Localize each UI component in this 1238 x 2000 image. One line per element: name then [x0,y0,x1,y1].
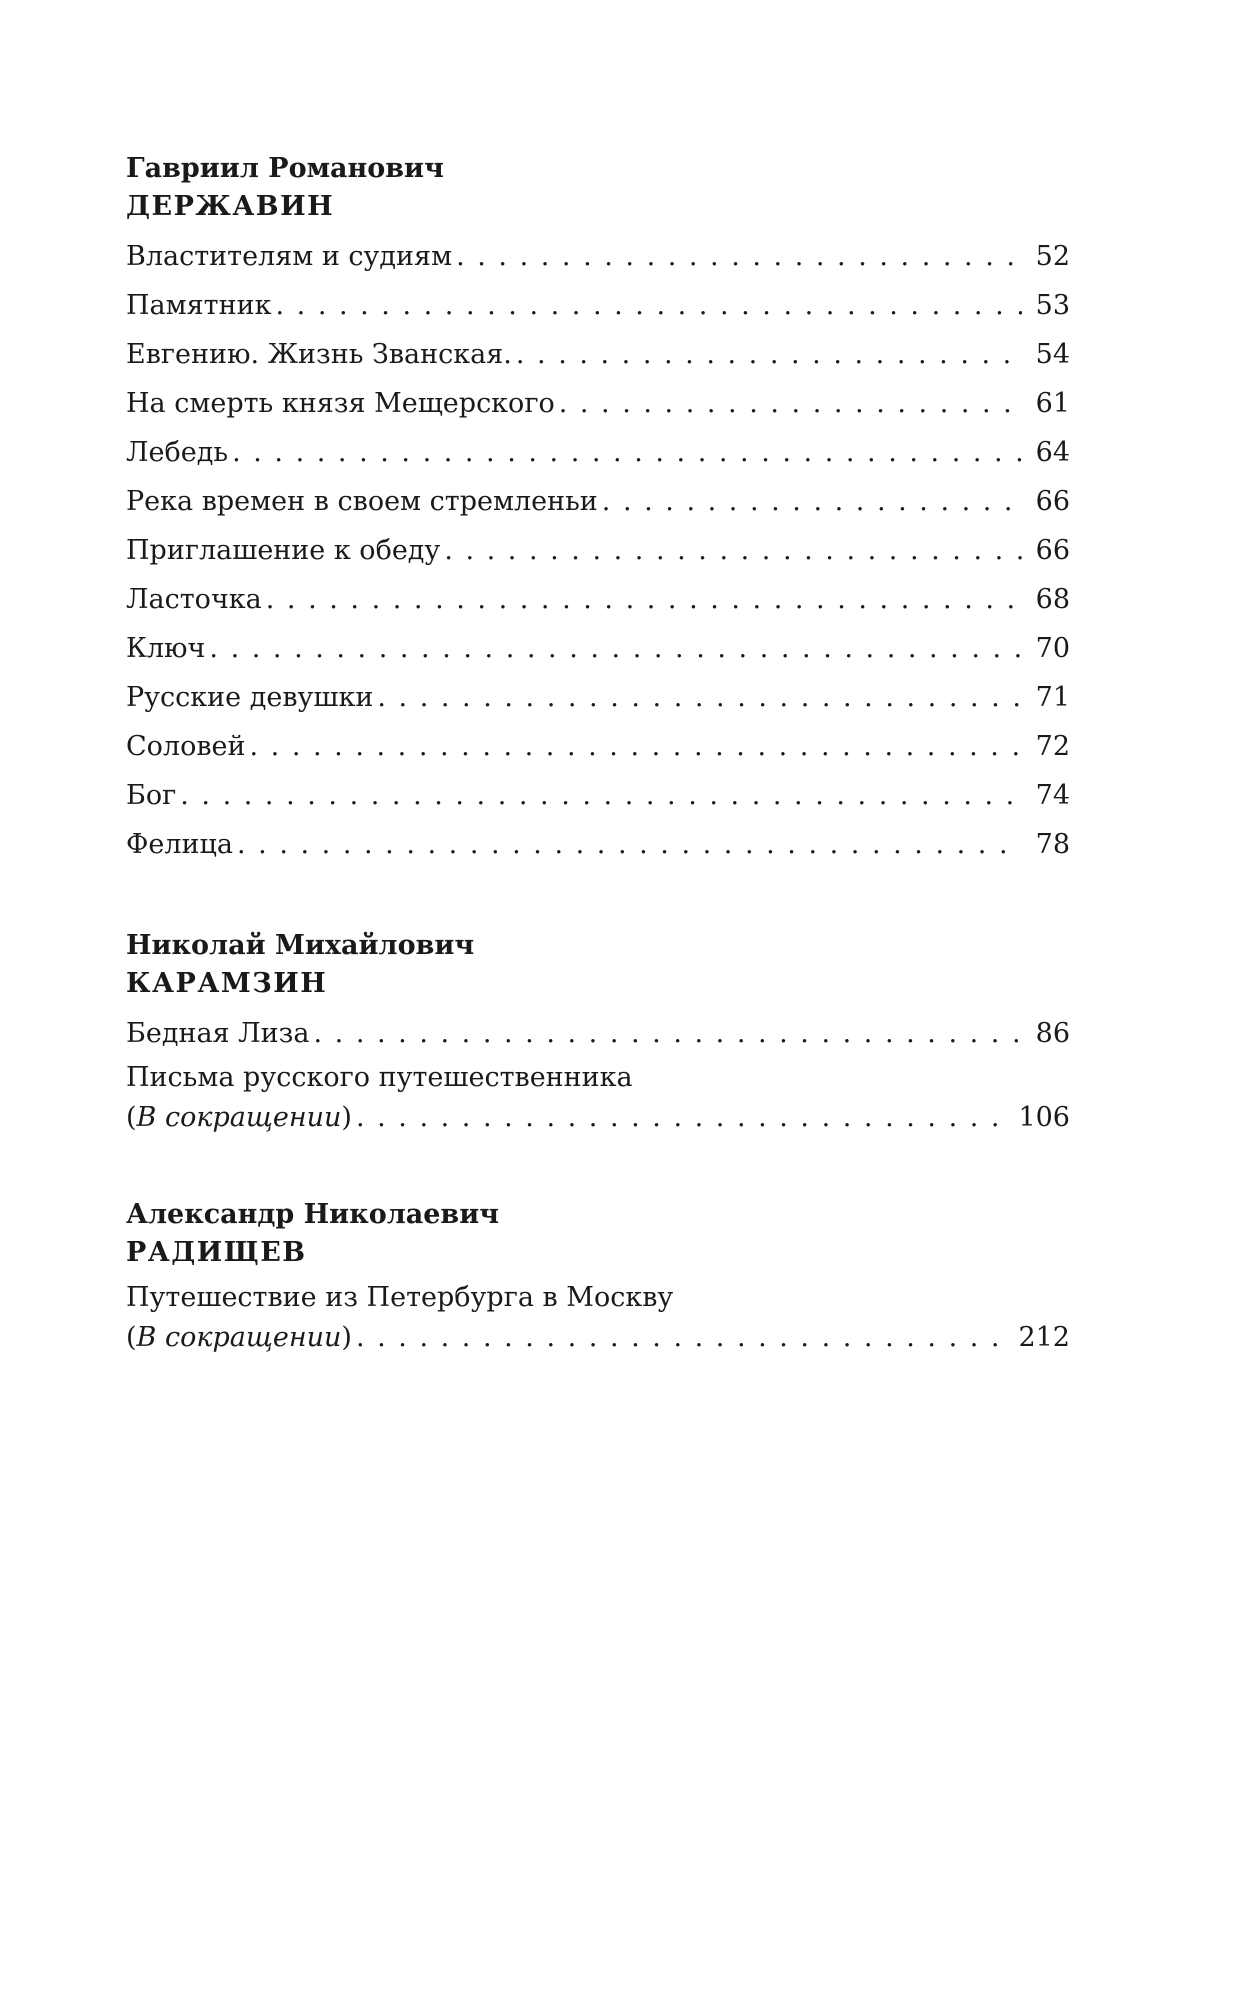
dot-leader [456,232,1022,281]
page-number: 212 [1018,1322,1070,1353]
dot-leader [356,1318,1010,1358]
toc-entry[interactable] [126,232,1070,281]
page-number: 72 [1035,731,1070,762]
author-surname: ДЕРЖАВИН [126,191,335,222]
toc-entry[interactable] [126,428,1070,477]
dot-leader [356,1098,1010,1138]
author-section-derzhavin [126,150,1070,869]
entry-note-text: В сокращении [136,1102,342,1133]
dot-leader [232,428,1022,477]
toc-entry[interactable] [126,673,1070,722]
author-section-karamzin [126,927,1070,1138]
toc-entry[interactable] [126,477,1070,526]
dot-leader [516,330,1022,379]
author-first-names: Гавриил Романович [126,153,444,184]
page-number: 74 [1035,780,1070,811]
toc-entry[interactable] [126,1009,1070,1058]
author-first-names: Николай Михайлович [126,930,475,961]
toc-entry[interactable] [126,575,1070,624]
page-number: 106 [1018,1102,1070,1133]
page-number: 71 [1035,682,1070,713]
author-section-radishchev [126,1196,1070,1358]
dot-leader [250,722,1023,771]
entry-note: (В сокращении) [126,1102,352,1133]
entry-title: На смерть князя Мещерского [126,388,555,419]
toc-entry[interactable] [126,379,1070,428]
entry-note: (В сокращении) [126,1322,352,1353]
page-number: 61 [1035,388,1070,419]
page-number: 52 [1035,241,1070,272]
toc-entry[interactable] [126,771,1070,820]
entry-title: Ключ [126,633,206,664]
dot-leader [237,820,1022,869]
toc-entry[interactable] [126,526,1070,575]
entry-title: Памятник [126,290,272,321]
page-number: 68 [1035,584,1070,615]
entry-note-text: В сокращении [136,1322,342,1353]
page-number: 54 [1035,339,1070,370]
dot-leader [180,771,1022,820]
author-surname: РАДИЩЕВ [126,1237,307,1268]
entry-title: Властителям и судиям [126,241,453,272]
dot-leader [602,477,1022,526]
entry-title: Путешествие из Петербурга в Москву [126,1282,674,1313]
entry-title: Река времен в своем стремленьи [126,486,598,517]
author-first-names: Александр Николаевич [126,1199,499,1230]
toc-entry[interactable] [126,722,1070,771]
entry-title: Фелица [126,829,233,860]
toc-entry[interactable] [126,330,1070,379]
entry-title: Приглашение к обеду [126,535,441,566]
toc-entry[interactable] [126,1278,1070,1358]
toc-entry[interactable] [126,281,1070,330]
dot-leader [209,624,1022,673]
entry-title: Бог [126,780,177,811]
toc-entry[interactable] [126,624,1070,673]
page-number: 86 [1035,1018,1070,1049]
page-number: 78 [1035,829,1070,860]
dot-leader [377,673,1022,722]
entry-title: Русские девушки [126,682,374,713]
page-number: 64 [1035,437,1070,468]
entry-title: Лебедь [126,437,229,468]
dot-leader [444,526,1022,575]
entry-title: Бедная Лиза [126,1018,310,1049]
dot-leader [275,281,1022,330]
page-number: 66 [1035,486,1070,517]
entry-title: Евгению. Жизнь Званская. [126,339,512,370]
toc-entry[interactable] [126,1058,1070,1138]
page-number: 53 [1035,290,1070,321]
author-surname: КАРАМЗИН [126,968,328,999]
table-of-contents [126,150,1070,1416]
dot-leader [314,1009,1022,1058]
page-number: 70 [1035,633,1070,664]
toc-entry[interactable] [126,820,1070,869]
dot-leader [559,379,1022,428]
entry-title: Соловей [126,731,246,762]
dot-leader [266,575,1022,624]
entry-title: Ласточка [126,584,262,615]
page-number: 66 [1035,535,1070,566]
entry-title: Письма русского путешественника [126,1062,633,1093]
